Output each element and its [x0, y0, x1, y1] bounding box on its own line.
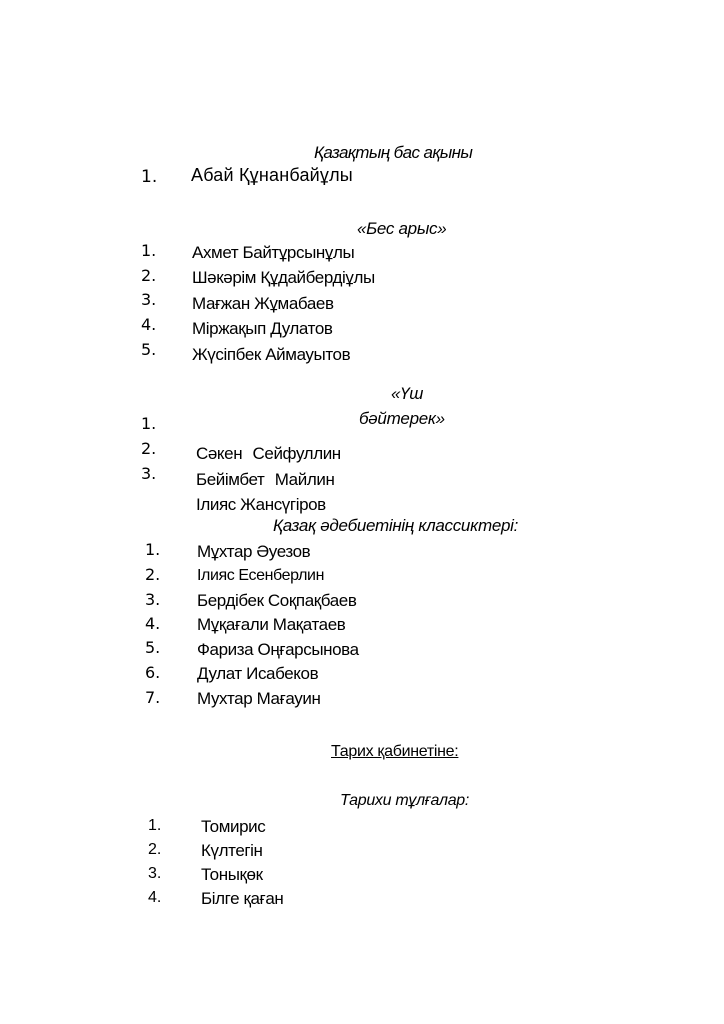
list-number: 1.	[141, 167, 158, 187]
list-item: Жүсіпбек Аймауытов	[192, 345, 351, 364]
section-title-ush-baiterek-line1: «Үш	[391, 384, 424, 403]
list-number: 3.	[141, 290, 157, 309]
list-number: 3.	[148, 865, 162, 882]
list-item: Ілияс Жансүгіров	[196, 495, 326, 514]
list-number: 6.	[145, 663, 161, 682]
list-item: Міржақып Дулатов	[192, 319, 333, 338]
list-number: 1.	[141, 414, 157, 433]
list-number: 1.	[141, 241, 157, 260]
list-item: Бердібек Соқпақбаев	[197, 591, 357, 610]
list-item: Мағжан Жұмабаев	[192, 294, 334, 313]
section-title-historical-figures: Тарихи тұлғалар:	[340, 792, 470, 809]
list-item: Ахмет Байтұрсынұлы	[192, 243, 355, 262]
list-item: Тонықөк	[201, 865, 263, 884]
list-item: Білге қаған	[201, 889, 284, 908]
list-number: 2.	[141, 266, 157, 285]
section-title-main-poet: Қазақтың бас ақыны	[314, 143, 473, 162]
list-number: 2.	[145, 565, 161, 584]
list-number: 1.	[145, 540, 161, 559]
list-number: 4.	[141, 315, 157, 334]
list-number: 2.	[141, 439, 157, 458]
list-item: Дулат Исабеков	[197, 664, 319, 683]
list-item: Томирис	[201, 817, 266, 836]
list-number: 7.	[145, 688, 161, 707]
list-item: Абай Құнанбайұлы	[191, 165, 353, 185]
section-title-ush-baiterek-line2: бәйтерек»	[359, 409, 445, 428]
list-number: 1.	[148, 817, 162, 834]
list-item: Сәкен Сейфуллин	[196, 444, 341, 463]
list-number: 3.	[145, 590, 161, 609]
list-number: 5.	[145, 638, 161, 657]
list-item: Шәкәрім Құдайбердіұлы	[192, 268, 375, 287]
list-item: Мұхтар Әуезов	[197, 542, 311, 561]
list-item: Мұқағали Мақатаев	[197, 615, 346, 634]
section-title-history-cabinet: Тарих қабинетіне:	[331, 743, 459, 760]
list-item: Фариза Оңғарсынова	[197, 640, 359, 659]
list-number: 4.	[148, 889, 162, 906]
list-number: 2.	[148, 841, 162, 858]
list-number: 5.	[141, 340, 157, 359]
section-title-classics: Қазақ әдебиетінің классиктері:	[273, 516, 519, 535]
list-item: Ілияс Есенберлин	[197, 567, 324, 584]
section-title-bes-arys: «Бес арыс»	[357, 219, 447, 238]
list-number: 4.	[145, 614, 161, 633]
list-item: Күлтегін	[201, 841, 263, 860]
list-number: 3.	[141, 464, 157, 483]
list-item: Мухтар Мағауин	[197, 689, 321, 708]
list-item: Бейімбет Майлин	[196, 470, 335, 489]
